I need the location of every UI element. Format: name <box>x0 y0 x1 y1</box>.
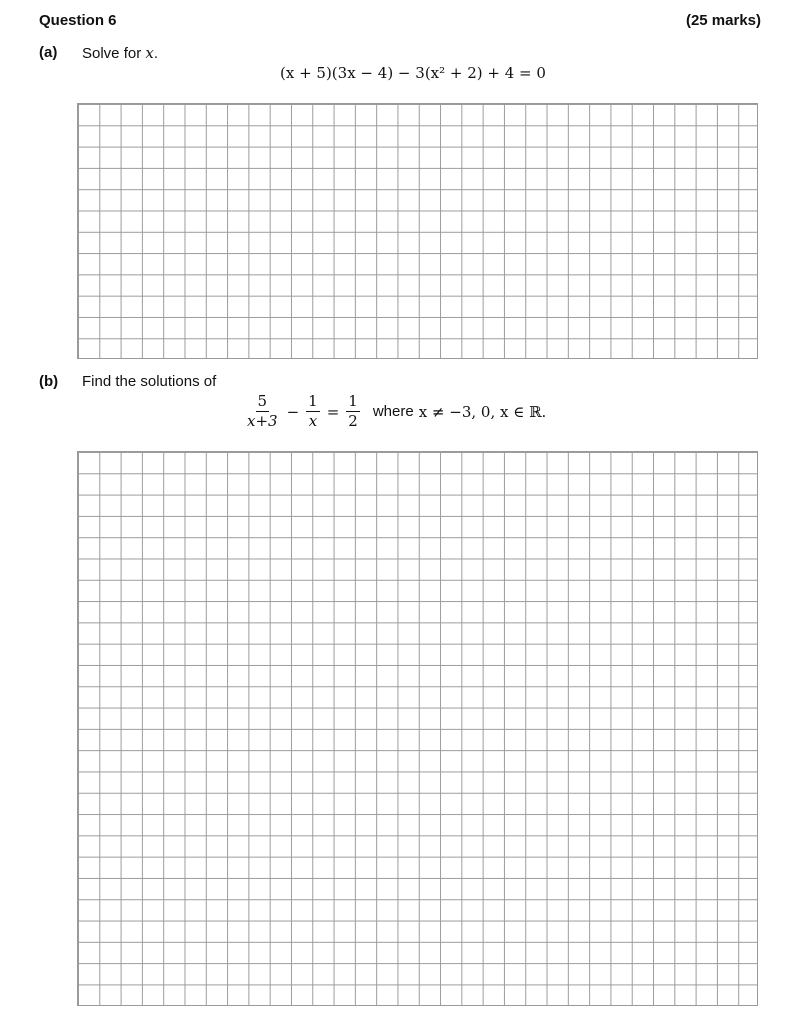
minus-sign: − <box>286 402 300 421</box>
fraction-numerator: 5 <box>257 392 268 410</box>
part-a-variable: x <box>145 44 154 62</box>
part-b-instruction: Find the solutions of <box>82 373 217 390</box>
fraction-numerator: 1 <box>308 392 318 410</box>
part-a-label: (a) <box>39 44 58 61</box>
fraction-denominator: x+3 <box>247 412 278 430</box>
fraction-1-over-x <box>306 393 320 430</box>
part-b-equation <box>242 393 546 430</box>
fraction-denominator: x <box>308 412 318 430</box>
equals-sign: = <box>326 402 340 421</box>
part-a-equation: (x + 5)(3x − 4) − 3(x² + 2) + 4 = 0 <box>280 64 546 82</box>
part-a-instruction-end: . <box>153 45 159 62</box>
part-b-label: (b) <box>39 373 59 390</box>
fraction-numerator: 1 <box>348 392 358 410</box>
question-marks: (25 marks) <box>685 12 761 29</box>
question-title: Question 6 <box>39 12 117 29</box>
domain-condition: x ≠ −3, 0, x ∈ ℝ. <box>418 402 547 421</box>
fraction-denominator: 2 <box>348 412 358 430</box>
part-b-answer-grid[interactable] <box>77 451 758 1006</box>
condition-word: where <box>372 403 414 420</box>
fraction-5-over-x-plus-3 <box>245 393 280 430</box>
fraction-1-over-2 <box>346 393 360 430</box>
part-a-instruction <box>82 44 158 62</box>
part-a-instruction-text: Solve for <box>82 45 142 62</box>
part-a-answer-grid[interactable] <box>77 103 758 359</box>
